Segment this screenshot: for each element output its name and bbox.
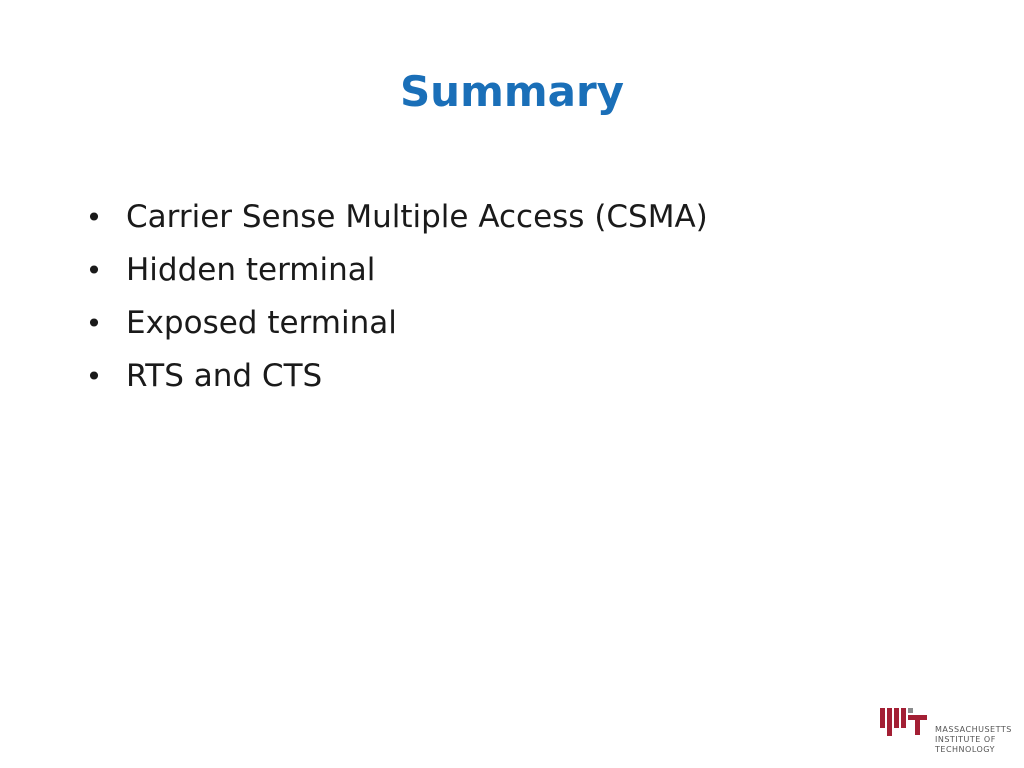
- bullet-list: [84, 191, 708, 403]
- bullet-item: [84, 297, 708, 350]
- mit-wordmark-line: INSTITUTE OF: [935, 735, 996, 744]
- bullet-text: RTS and CTS: [126, 358, 323, 394]
- bullet-item: [84, 350, 708, 403]
- bullet-text: Exposed terminal: [126, 305, 397, 341]
- slide-title: Summary: [399, 67, 625, 116]
- mit-logo: [880, 707, 1010, 755]
- mit-wordmark: [935, 725, 1012, 755]
- mit-wordmark-line: TECHNOLOGY: [935, 745, 995, 754]
- bullet-item: [84, 191, 708, 244]
- bullet-icon: •: [85, 307, 103, 340]
- bullet-icon: •: [85, 360, 103, 393]
- mit-logo-icon: [880, 708, 928, 744]
- bullet-icon: •: [85, 254, 103, 287]
- mit-wordmark-line: MASSACHUSETTS: [935, 725, 1012, 734]
- bullet-icon: •: [85, 201, 103, 234]
- bullet-item: [84, 244, 708, 297]
- bullet-text: Carrier Sense Multiple Access (CSMA): [126, 199, 708, 235]
- bullet-text: Hidden terminal: [126, 252, 376, 288]
